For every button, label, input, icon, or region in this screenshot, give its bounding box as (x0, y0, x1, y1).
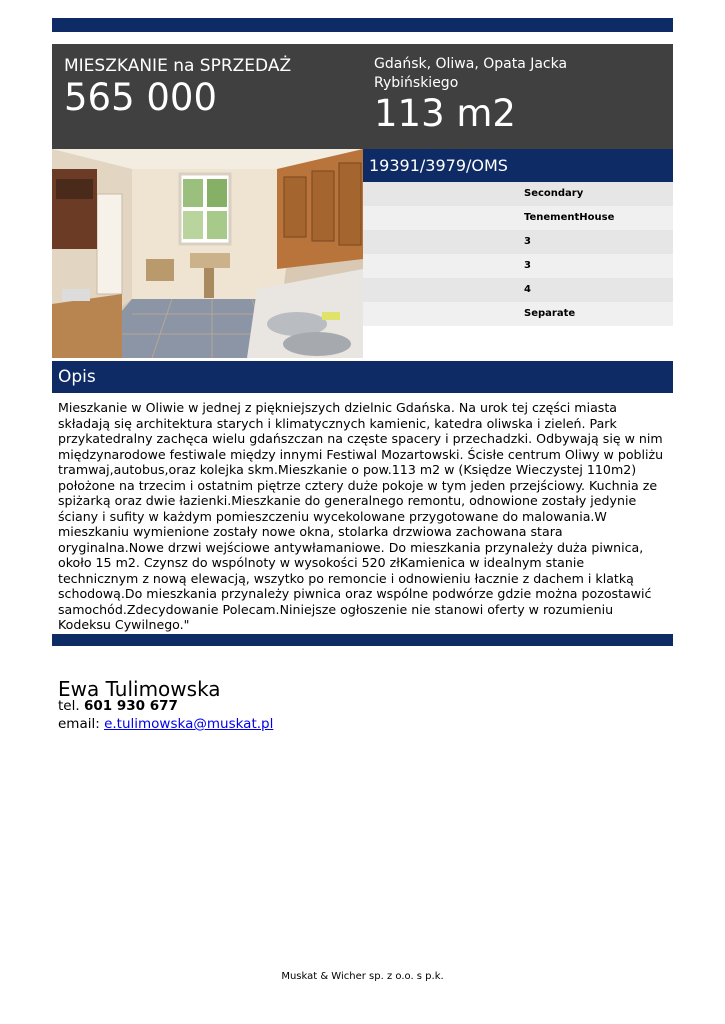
listing-header (52, 44, 673, 149)
detail-row (363, 278, 673, 302)
detail-row (363, 230, 673, 254)
detail-row (363, 254, 673, 278)
phone-label: tel. (58, 698, 80, 714)
description-heading: Opis (58, 367, 96, 387)
offer-id: 19391/3979/OMS (369, 156, 508, 175)
address: Gdańsk, Oliwa, Opata Jacka Rybińskiego (374, 56, 568, 91)
bottom-accent-bar (52, 634, 673, 646)
detail-row (363, 302, 673, 326)
detail-value: 4 (524, 284, 531, 295)
agent-email-line (58, 716, 273, 732)
top-accent-bar (52, 18, 673, 32)
agent-name: Ewa Tulimowska (58, 677, 221, 701)
detail-row (363, 206, 673, 230)
email-label: email: (58, 716, 100, 732)
area: 113 m2 (374, 92, 516, 135)
property-photo (52, 149, 363, 358)
price: 565 000 (64, 76, 218, 119)
description-header (52, 361, 673, 393)
agent-phone-line (58, 698, 178, 714)
detail-value: TenementHouse (524, 212, 615, 223)
detail-value: Separate (524, 308, 576, 319)
detail-value: 3 (524, 236, 531, 247)
footer-company: Muskat & Wicher sp. z o.o. s p.k. (281, 971, 444, 982)
agent-phone: 601 930 677 (83, 698, 178, 714)
agent-email-link[interactable]: e.tulimowska@muskat.pl (104, 716, 274, 732)
deal-type: MIESZKANIE na SPRZEDAŻ (64, 56, 292, 76)
details-table (363, 182, 673, 326)
description-text: Mieszkanie w Oliwie w jednej z piękniejszych dzielnic Gdańska. Na urok tej części miasta składają się architektura starych i klimatycznych kamienic, katedra oliwska i zieleń. Park przykatedralny zachęca wielu gdańszczan na częste spacery i przechadzki. Odbywają się w nim międzynarodowe festiwale między innymi Festiwal Mozartowski. Ścisłe centrum Oliwy w pobliżu tramwaj,autobus,oraz kolejka skm.Mieszkanie o pow.113 m2 w (Księdze Wieczystej 110m2) położone na trzecim i ostatnim piętrze cztery duże pokoje w tym jeden przejściowy. Kuchnia ze spiżarką oraz dwie łazienki.Mieszkanie do generalnego remontu, odnowione zostały jedynie ściany i sufity w każdym pomieszczeniu wycekolowane przygotowane do malowania.W mieszkaniu wymienione zostały nowe okna, stolarka drzwiowa zachowana stara oryginalna.Nowe drzwi wejściowe antywłamaniowe. Do mieszkania przynależy duża piwnica, około 15 m2. Czynsz do wspólnoty w wysokości 520 złKamienica w idealnym stanie technicznym z nową elewacją, wszytko po remoncie i odnowieniu łacznie z dachem i klatką schodową.Do mieszkania przynależy piwnica oraz wspólne podwórze gdzie można pozostawić samochód.Zdecydowanie Polecam.Niniejsze ogłoszenie nie stanowi oferty w rozumieniu Kodeksu Cywilnego." (58, 400, 664, 632)
offer-id-bar (363, 149, 673, 182)
detail-value: Secondary (524, 188, 584, 199)
detail-value: 3 (524, 260, 531, 271)
detail-row (363, 182, 673, 206)
